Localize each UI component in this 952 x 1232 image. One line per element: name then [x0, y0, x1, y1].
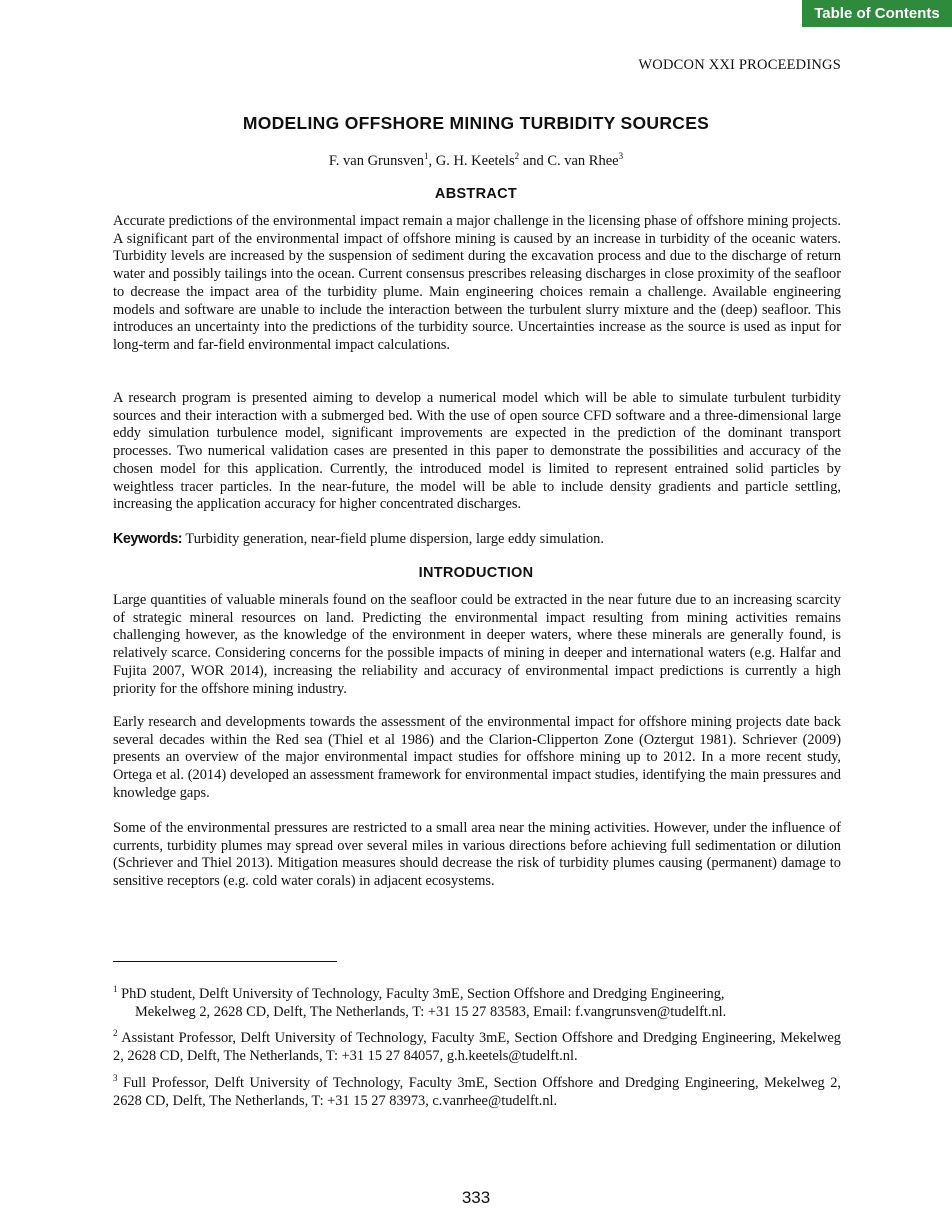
- author-name: C. van Rhee: [547, 153, 619, 169]
- footnote-number: 3: [113, 1073, 118, 1084]
- footnote-text: Assistant Professor, Delft University of Technology, Faculty 3mE, Section Offshore and Dredging Engineering, Mekelweg 2, 2628 CD, Delft, The Netherlands, T: +31 15 27 84057, g.h.keetels@tudelft.nl.: [113, 1030, 841, 1064]
- footnote-text-continued: Mekelweg 2, 2628 CD, Delft, The Netherlands, T: +31 15 27 83583, Email: f.vangrunsven@tudelft.nl.: [135, 1003, 727, 1020]
- introduction-paragraph: Some of the environmental pressures are restricted to a small area near the mining activities. However, under the influence of currents, turbidity plumes may spread over several miles in various directions before achieving full sedimentation or dilution (Schriever and Thiel 2013). Mitigation measures should decrease the risk of turbidity plumes causing (permanent) damage to sensitive receptors (e.g. cold water corals) in adjacent ecosystems.: [113, 820, 841, 890]
- author-affiliation-mark: 3: [618, 151, 624, 162]
- keywords-text: Turbidity generation, near-field plume dispersion, large eddy simulation.: [182, 531, 604, 547]
- keywords-label: Keywords:: [113, 531, 183, 547]
- table-of-contents-button[interactable]: Table of Contents: [802, 0, 952, 27]
- page-number: 333: [461, 1188, 491, 1207]
- footnote-3: [113, 1075, 841, 1110]
- author-separator: ,: [428, 153, 436, 169]
- footnote-text: PhD student, Delft University of Technology, Faculty 3mE, Section Offshore and Dredging Engineering,: [117, 986, 725, 1002]
- keywords: [113, 531, 841, 549]
- introduction-paragraph: Early research and developments towards the assessment of the environmental impact for offshore mining projects date back several decades within the Red sea (Thiel et al 1986) and the Clarion-Clipperton Zone (Oztergut 1981). Schriever (2009) presents an overview of the major environmental impact studies for offshore mining up to 2012. In a more recent study, Ortega et al. (2014) developed an assessment framework for environmental impact studies, identifying the main pressures and knowledge gaps.: [113, 714, 841, 801]
- abstract-paragraph: Accurate predictions of the environmental impact remain a major challenge in the licensing phase of offshore mining projects. A significant part of the environmental impact of offshore mining is caused by an increase in turbidity of the oceanic waters. Turbidity levels are increased by the suspension of sediment during the excavation process and due to the discharge of return water and possibly tailings into the ocean. Current consensus prescribes releasing discharges in close proximity of the seafloor to decrease the impact area of the turbidity plume. Main engineering choices remain a challenge. Available engineering models and software are unable to include the interaction between the turbulent slurry mixture and the (deep) seafloor. This introduces an uncertainty into the predictions of the turbidity source. Uncertainties increase as the source is used as input for long-term and far-field environmental impact calculations.: [113, 213, 841, 353]
- author-name: G. H. Keetels: [435, 153, 515, 169]
- author-affiliation-mark: 1: [423, 151, 429, 162]
- paper-title: MODELING OFFSHORE MINING TURBIDITY SOURCES: [242, 113, 710, 133]
- footnote-1: [113, 986, 841, 1021]
- footnote-number: 1: [113, 984, 118, 995]
- footnote-separator: [113, 961, 337, 962]
- abstract-heading: ABSTRACT: [434, 186, 518, 202]
- author-list: [0, 153, 952, 170]
- abstract-paragraph: A research program is presented aiming to develop a numerical model which will be able to simulate turbulent turbidity sources and their interaction with a submerged bed. With the use of open source CFD software and a three-dimensional large eddy simulation turbulence model, significant improvements are expected in the prediction of the dominant transport processes. Two numerical validation cases are presented in this paper to demonstrate the possibilities and accuracy of the chosen model for this application. Currently, the introduced model is limited to represent entrained solid particles by weightless tracer particles. In the near-future, the model will be able to include density gradients and particle settling, increasing the application accuracy for higher concentrated discharges.: [113, 390, 841, 513]
- author-name: F. van Grunsven: [328, 153, 424, 169]
- introduction-paragraph: Large quantities of valuable minerals found on the seafloor could be extracted in the near future due to an increasing scarcity of strategic mineral resources on land. Predicting the environmental impact resulting from mining activities remains challenging however, as the knowledge of the environment in deeper waters, where these minerals are generally found, is relatively scarce. Considering concerns for the possible impacts of mining in deeper and international waters (e.g. Halfar and Fujita 2007, WOR 2014), increasing the reliability and accuracy of environmental impact predictions is currently a high priority for the offshore mining industry.: [113, 592, 841, 697]
- footnote-text: Full Professor, Delft University of Technology, Faculty 3mE, Section Offshore and Dredging Engineering, Mekelweg 2, 2628 CD, Delft, The Netherlands, T: +31 15 27 83973, c.vanrhee@tudelft.nl.: [113, 1075, 841, 1109]
- introduction-heading: INTRODUCTION: [418, 565, 534, 581]
- footnote-number: 2: [113, 1028, 118, 1039]
- running-head: WODCON XXI PROCEEDINGS: [638, 57, 841, 73]
- author-affiliation-mark: 2: [514, 151, 520, 162]
- author-separator: and: [519, 153, 548, 169]
- footnote-2: [113, 1030, 841, 1065]
